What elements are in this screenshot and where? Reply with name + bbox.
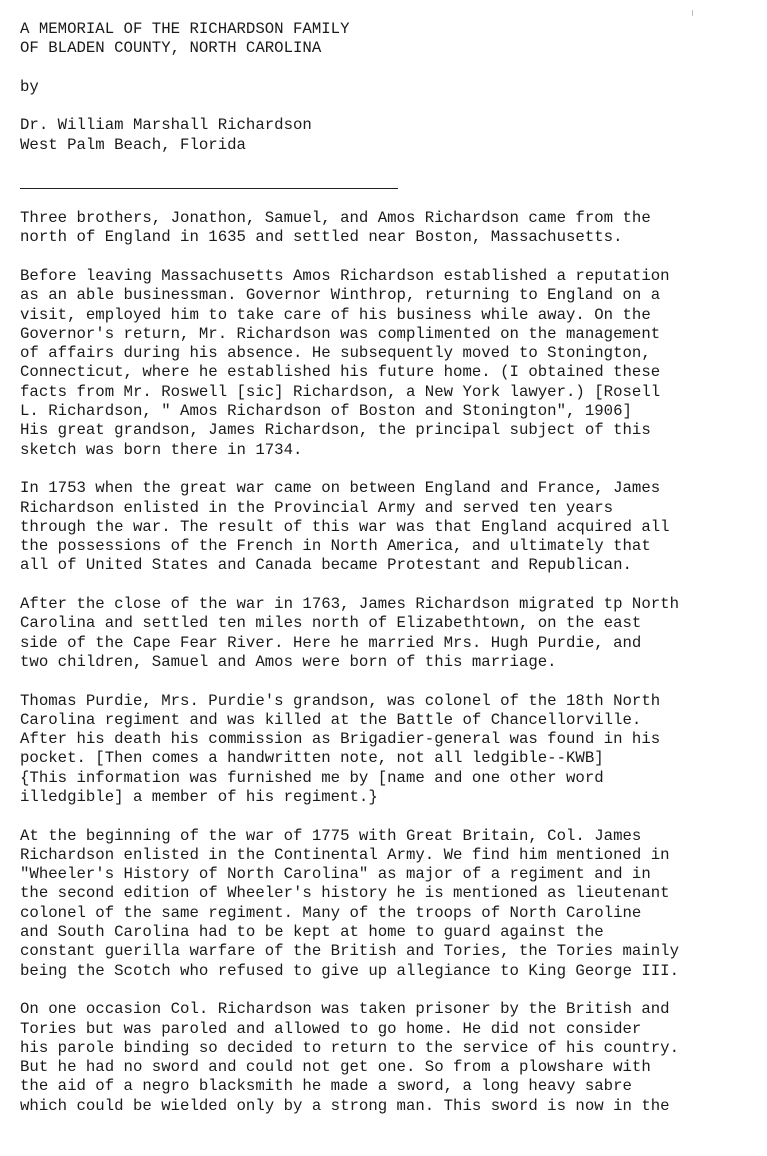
text-line: and South Carolina had to be kept at home to guard against the bbox=[20, 923, 604, 942]
paragraph-great-war bbox=[20, 479, 760, 575]
text-line: the aid of a negro blacksmith he made a sword, a long heavy sabre bbox=[20, 1077, 632, 1096]
text-line: sketch was born there in 1734. bbox=[20, 440, 303, 459]
paragraph-origins bbox=[20, 209, 760, 248]
paragraph-purdie bbox=[20, 692, 760, 808]
text-line: After his death his commission as Brigadier-general was found in his bbox=[20, 730, 661, 749]
text-line: of affairs during his absence. He subsequently moved to Stonington, bbox=[20, 344, 651, 363]
document-page bbox=[20, 20, 760, 1135]
horizontal-rule bbox=[20, 188, 398, 189]
text-line: Connecticut, where he established his future home. (I obtained these bbox=[20, 363, 661, 382]
scan-speck bbox=[692, 10, 693, 16]
text-line: being the Scotch who refused to give up allegiance to King George III. bbox=[20, 961, 679, 980]
paragraph-revolution bbox=[20, 827, 760, 981]
text-line: After the close of the war in 1763, James Richardson migrated tp North bbox=[20, 595, 679, 614]
text-line: all of United States and Canada became Protestant and Republican. bbox=[20, 556, 632, 575]
text-line: two children, Samuel and Amos were born of this marriage. bbox=[20, 652, 557, 671]
text-line: north of England in 1635 and settled near Boston, Massachusetts. bbox=[20, 228, 623, 247]
byline-text: by bbox=[20, 77, 39, 96]
text-line: "Wheeler's History of North Carolina" as major of a regiment and in bbox=[20, 865, 651, 884]
text-line: the possessions of the French in North America, and ultimately that bbox=[20, 537, 651, 556]
text-line: which could be wielded only by a strong man. This sword is now in the bbox=[20, 1096, 670, 1115]
text-line: illedgible] a member of his regiment.} bbox=[20, 787, 378, 806]
text-line: Carolina regiment and was killed at the Battle of Chancellorville. bbox=[20, 710, 642, 729]
text-line: At the beginning of the war of 1775 with Great Britain, Col. James bbox=[20, 826, 642, 845]
text-line: pocket. [Then comes a handwritten note, not all ledgible--KWB] bbox=[20, 749, 604, 768]
author-block bbox=[20, 116, 760, 155]
text-line: Richardson enlisted in the Provincial Army and served ten years bbox=[20, 498, 614, 517]
text-line: through the war. The result of this war was that England acquired all bbox=[20, 517, 670, 536]
text-line: L. Richardson, " Amos Richardson of Boston and Stonington", 1906] bbox=[20, 402, 632, 421]
text-line: constant guerilla warfare of the British and Tories, the Tories mainly bbox=[20, 942, 679, 961]
paragraph-migration bbox=[20, 595, 760, 672]
text-line: visit, employed him to take care of his business while away. On the bbox=[20, 305, 651, 324]
text-line: colonel of the same regiment. Many of the troops of North Caroline bbox=[20, 903, 642, 922]
text-line: On one occasion Col. Richardson was taken prisoner by the British and bbox=[20, 1000, 670, 1019]
title-line: OF BLADEN COUNTY, NORTH CAROLINA bbox=[20, 39, 322, 58]
text-line: side of the Cape Fear River. Here he married Mrs. Hugh Purdie, and bbox=[20, 633, 642, 652]
text-line: Carolina and settled ten miles north of Elizabethtown, on the east bbox=[20, 614, 642, 633]
text-line: Three brothers, Jonathon, Samuel, and Amos Richardson came from the bbox=[20, 209, 651, 228]
author-name: Dr. William Marshall Richardson bbox=[20, 116, 312, 135]
paragraph-sword bbox=[20, 1000, 760, 1116]
text-line: But he had no sword and could not get one. So from a plowshare with bbox=[20, 1058, 651, 1077]
text-line: facts from Mr. Roswell [sic] Richardson, a New York lawyer.) [Rosell bbox=[20, 382, 661, 401]
title-line: A MEMORIAL OF THE RICHARDSON FAMILY bbox=[20, 20, 350, 38]
paragraph-amos bbox=[20, 267, 760, 460]
document-title bbox=[20, 20, 760, 59]
text-line: Governor's return, Mr. Richardson was complimented on the management bbox=[20, 324, 661, 343]
text-line: Tories but was paroled and allowed to go home. He did not consider bbox=[20, 1019, 642, 1038]
text-line: Richardson enlisted in the Continental Army. We find him mentioned in bbox=[20, 845, 670, 864]
document-body bbox=[20, 209, 760, 1116]
text-line: In 1753 when the great war came on between England and France, James bbox=[20, 479, 661, 498]
byline bbox=[20, 78, 760, 97]
text-line: the second edition of Wheeler's history he is mentioned as lieutenant bbox=[20, 884, 670, 903]
text-line: His great grandson, James Richardson, the principal subject of this bbox=[20, 421, 651, 440]
author-location: West Palm Beach, Florida bbox=[20, 135, 246, 154]
text-line: {This information was furnished me by [name and one other word bbox=[20, 768, 604, 787]
text-line: as an able businessman. Governor Winthrop, returning to England on a bbox=[20, 286, 661, 305]
text-line: his parole binding so decided to return to the service of his country. bbox=[20, 1038, 679, 1057]
text-line: Before leaving Massachusetts Amos Richardson established a reputation bbox=[20, 266, 670, 285]
text-line: Thomas Purdie, Mrs. Purdie's grandson, was colonel of the 18th North bbox=[20, 691, 661, 710]
